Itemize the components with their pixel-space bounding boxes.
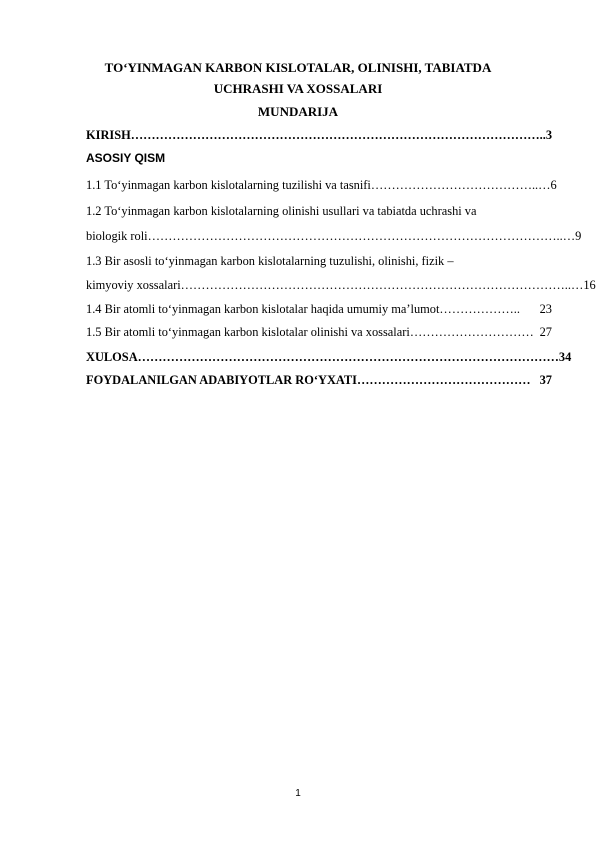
toc-entry-label-line1: 1.2 To‘yinmagan karbon kislotalarning olinishi usullari va tabiatda uchrashi va [86,204,477,218]
toc-entry-1-2 [86,228,582,244]
toc-leader-dots: ………………………… [409,325,534,339]
toc-page-number: 27 [539,325,552,339]
toc-entry-1-2-line1 [86,203,552,219]
toc-entry-label: biologik roli [86,229,148,243]
toc-section-label: ASOSIY QISM [86,151,166,165]
toc-entry-label: kimyoviy xossalari [86,278,181,292]
toc-section-main [86,150,552,166]
toc-entry-label: 1.1 To‘yinmagan karbon kislotalarning tuzilishi va tasnifi [86,178,371,192]
toc-leader-dots: ………………………………………………………………………………………..… [147,229,576,243]
toc-entry-intro [86,127,552,143]
toc-entry-label: KIRISH [86,128,131,142]
toc-leader-dots: …………………………………..… [370,178,551,192]
toc-page-number: 3 [545,128,553,142]
toc-leader-dots: ……………….. [439,302,520,316]
toc-page-number: 6 [550,178,557,192]
toc-leader-dots: …………………………………… [357,373,531,387]
toc-page-number: 16 [583,278,596,292]
toc-page-number: 23 [539,302,552,316]
toc-entry-label: FOYDALANILGAN ADABIYOTLAR RO‘YXATI [86,373,358,387]
toc-page-number: 9 [575,229,582,243]
toc-entry-references [86,372,552,388]
toc-entry-1-3-line1 [86,253,552,269]
toc-page-number: 34 [558,350,572,364]
toc-entry-1-3 [86,277,596,293]
document-title-line2: UCHRASHI VA XOSSALARI [213,81,383,96]
toc-leader-dots: ……………………………………………………………………………………….. [130,128,546,142]
toc-entry-label-line1: 1.3 Bir asosli to‘yinmagan karbon kislotalarning tuzulishi, olinishi, fizik – [86,254,454,268]
document-title-line1: TO‘YINMAGAN KARBON KISLOTALAR, OLINISHI, TABIATDA [104,60,492,75]
toc-entry-conclusion [86,349,572,365]
toc-entry-label: 1.5 Bir atomli to‘yinmagan karbon kislotalar olinishi va xossalari [86,325,410,339]
toc-leader-dots: ………………………………………………………………………………………… [137,350,559,364]
toc-entry-1-4 [86,301,552,317]
page-number: 1 [295,788,301,799]
contents-heading: MUNDARIJA [257,104,339,119]
toc-entry-label: XULOSA [86,350,138,364]
toc-page-number: 37 [539,373,552,387]
toc-entry-1-5 [86,324,552,340]
toc-entry-label: 1.4 Bir atomli to‘yinmagan karbon kislotalar haqida umumiy ma’lumot [86,302,440,316]
toc-leader-dots: …………………………………………………………………………………..… [180,278,584,292]
toc-entry-1-1 [86,177,557,193]
